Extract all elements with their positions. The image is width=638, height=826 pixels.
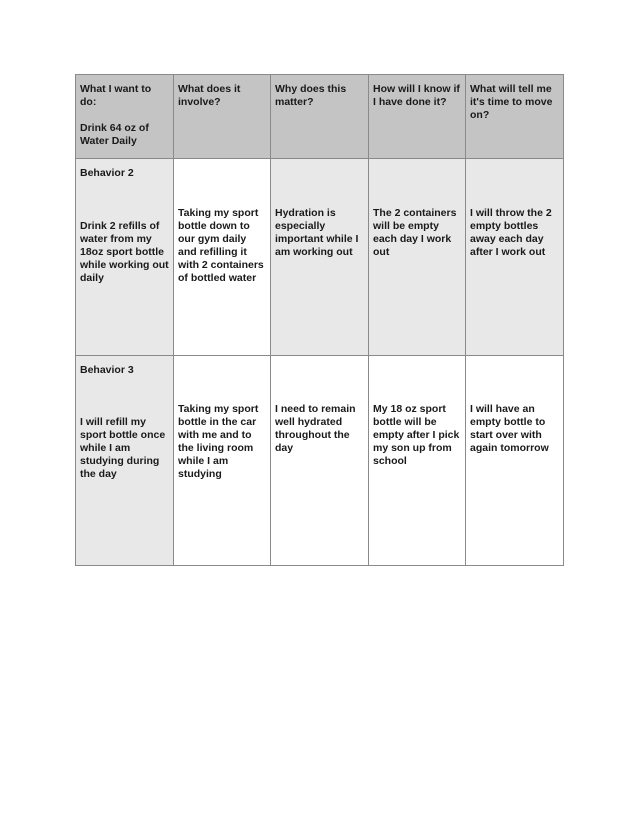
involve-cell (174, 356, 271, 566)
table-row (76, 356, 564, 566)
behavior-text: Drink 2 refills of water from my 18oz sport bottle while working out daily (80, 220, 169, 284)
know-text: My 18 oz sport bottle will be empty after I pick my son up from school (373, 403, 460, 467)
behavior-plan-table (75, 74, 564, 566)
matter-text: Hydration is especially important while I am working out (275, 207, 359, 258)
header-cell-move-on: What will tell me it's time to move on? (466, 75, 564, 159)
table-row (76, 159, 564, 356)
behavior-label: Behavior 2 (80, 167, 134, 179)
know-cell (369, 159, 466, 356)
know-text: The 2 containers will be empty each day I work out (373, 207, 457, 258)
matter-cell (271, 159, 369, 356)
table-header-row (76, 75, 564, 159)
move-on-cell (466, 356, 564, 566)
header-goal-text: Drink 64 oz of Water Daily (80, 122, 149, 147)
header-goal-title: What I want to do: (80, 83, 152, 108)
header-cell-matter: Why does this matter? (271, 75, 369, 159)
move-on-cell (466, 159, 564, 356)
involve-text: Taking my sport bottle down to our gym daily and refilling it with 2 containers of bottled water (178, 207, 264, 284)
behavior-cell (76, 159, 174, 356)
involve-cell (174, 159, 271, 356)
matter-text: I need to remain well hydrated throughout the day (275, 403, 356, 454)
move-on-text: I will throw the 2 empty bottles away each day after I work out (470, 207, 552, 258)
header-cell-involve: What does it involve? (174, 75, 271, 159)
know-cell (369, 356, 466, 566)
header-cell-goal (76, 75, 174, 159)
matter-cell (271, 356, 369, 566)
behavior-text: I will refill my sport bottle once while I am studying during the day (80, 416, 166, 480)
involve-text: Taking my sport bottle in the car with me and to the living room while I am studying (178, 403, 259, 480)
behavior-label: Behavior 3 (80, 364, 134, 376)
header-cell-know: How will I know if I have done it? (369, 75, 466, 159)
move-on-text: I will have an empty bottle to start over with again tomorrow (470, 403, 549, 454)
behavior-cell (76, 356, 174, 566)
